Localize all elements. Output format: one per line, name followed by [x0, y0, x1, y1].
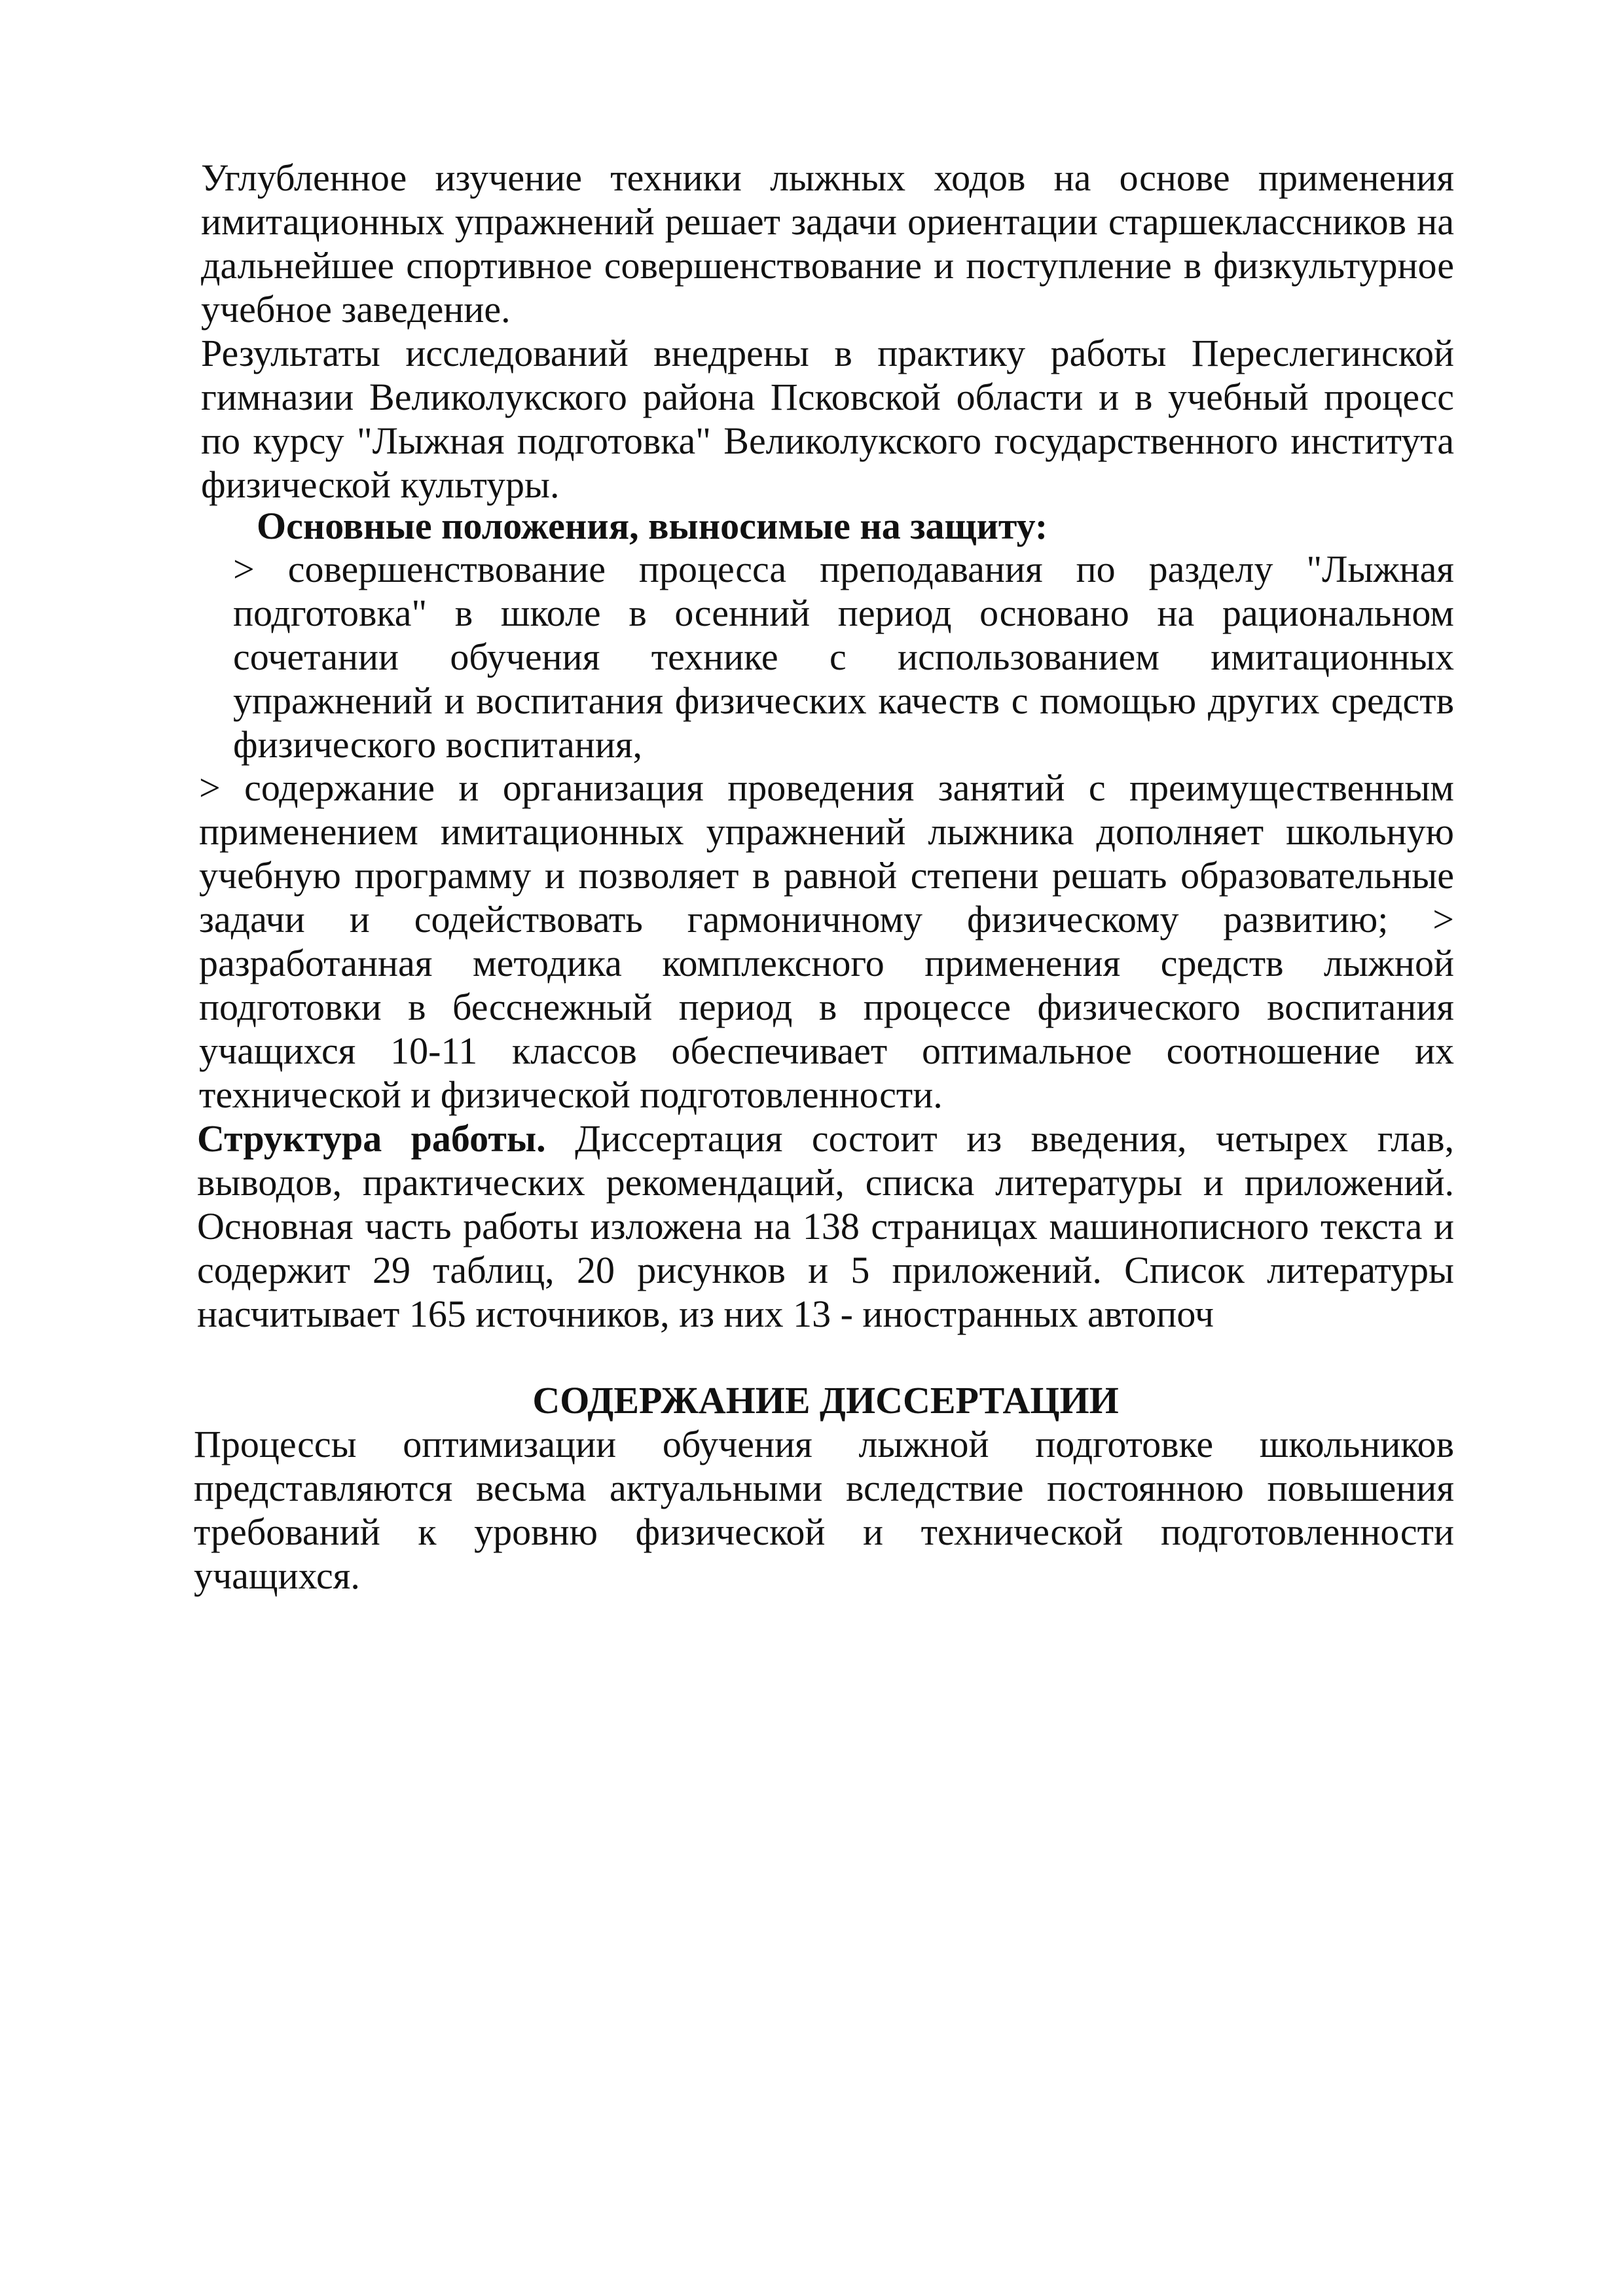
paragraph-in-depth-study: Углубленное изучение техники лыжных ходов на основе применения имитационных упражнений решает задачи ориентации старшеклассников на дальнейшее спортивное совершенствование и поступление в физкультурное учебное заведение.	[201, 156, 1454, 331]
thesis-heading: Основные положения, выносимые на защиту:	[257, 505, 1048, 547]
paragraph-contents: Процессы оптимизации обучения лыжной подготовке школьников представляются весьма актуальными вследствие постоянною повышения требований к уровню физической и технической подготовленности учащихся.	[194, 1423, 1454, 1597]
thesis-item-1: > совершенствование процесса преподавания по разделу "Лыжная подготовка" в школе в осенний период основано на рациональном сочетании обучения технике с использованием имитационных упражнений и воспитания физических качеств с помощью других средств физического воспитания,	[233, 548, 1454, 766]
structure-text: Диссертация состоит из введения, четырех глав, выводов, практических рекомендаций, списка литературы и приложений. Основная часть работы изложена на 138 страницах машинописного текста и содержит 29 таблиц, 20 рисунков и 5 приложений. Список литературы насчитывает 165 источников, из них 13 - иностранных автопоч	[197, 1117, 1454, 1335]
paragraph-research-results: Результаты исследований внедрены в практику работы Переслегинской гимназии Великолукского района Псковской области и в учебный процесс по курсу "Лыжная подготовка" Великолукского государственного института физической культуры.	[201, 332, 1454, 506]
structure-lead: Структура работы.	[197, 1117, 546, 1160]
paragraph-structure	[197, 1117, 1454, 1336]
thesis-item-2: > содержание и организация проведения занятий с преимущественным применением имитационных упражнений лыжника дополняет школьную учебную программу и позволяет в равной степени решать образовательные задачи и содействовать гармоничному физическому развитию; > разработанная методика комплексного применения средств лыжной подготовки в бесснежный период в процессе физического воспитания учащихся 10-11 классов обеспечивает оптимальное соотношение их технической и физической подготовленности.	[199, 766, 1454, 1116]
contents-heading: СОДЕРЖАНИЕ ДИССЕРТАЦИИ	[532, 1379, 1119, 1422]
